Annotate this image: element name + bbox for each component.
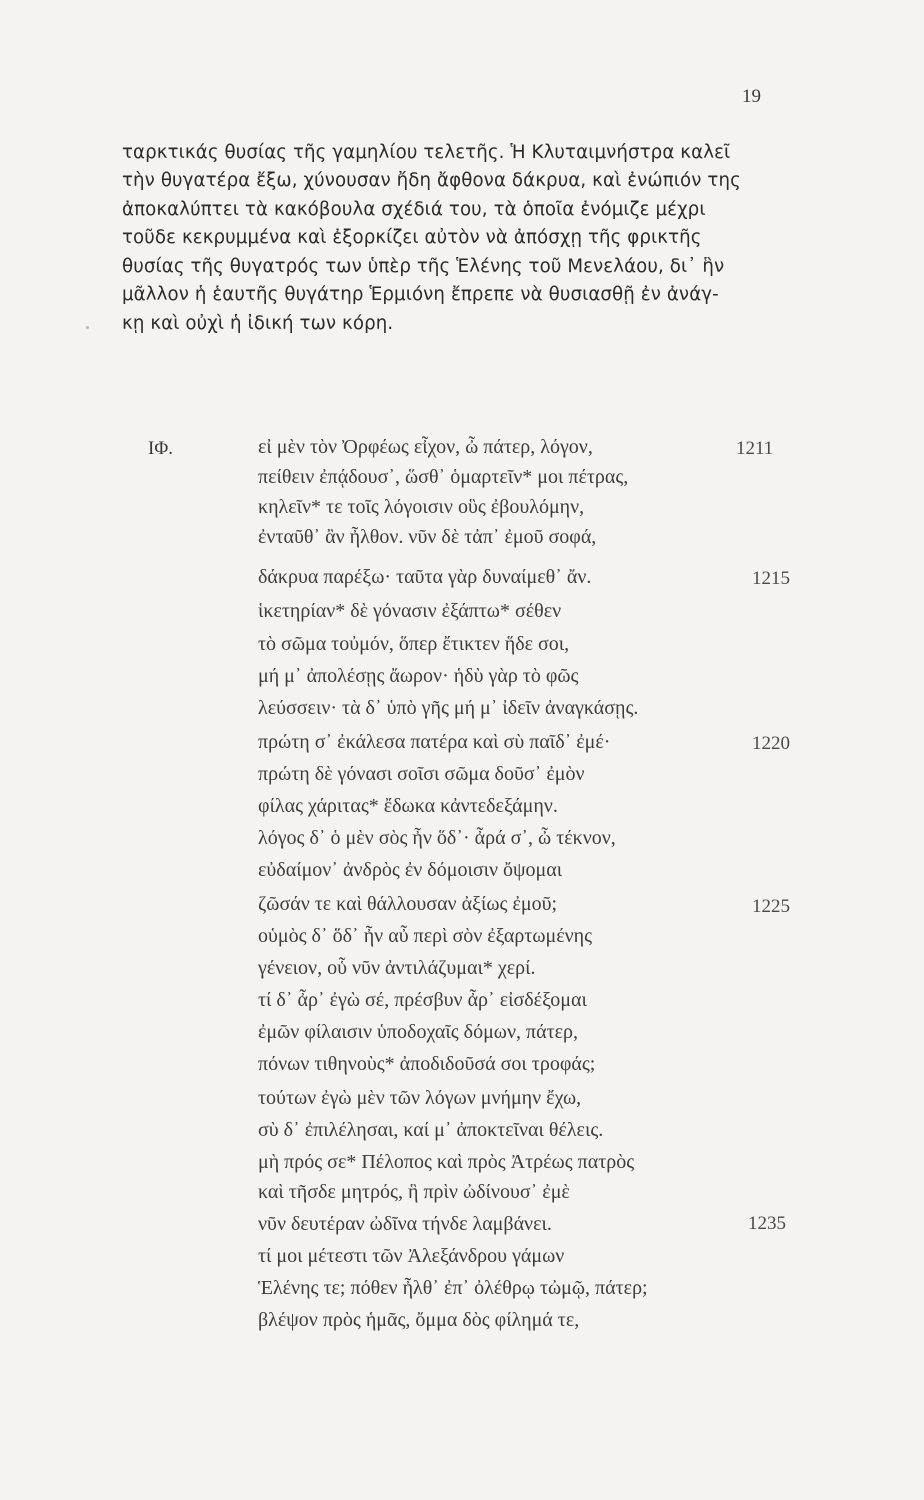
verse-line: δάκρυα παρέξω· ταῦτα γὰρ δυναίμεθ᾽ ἄν. [258, 566, 592, 588]
verse-line: σὺ δ᾽ ἐπιλέλησαι, καί μ᾽ ἀποκτεῖναι θέλεις. [258, 1119, 604, 1141]
verse-line: ἐμῶν φίλαισιν ὑποδοχαῖς δόμων, πάτερ, [258, 1021, 578, 1043]
verse-line: βλέψον πρὸς ἡμᾶς, ὄμμα δὸς φίλημά τε, [258, 1309, 580, 1331]
verse-line: ἱκετηρίαν* δὲ γόνασιν ἐξάπτω* σέθεν [258, 600, 562, 622]
verse-line: μὴ πρός σε* Πέλοπος καὶ πρὸς Ἀτρέως πατρὸς [258, 1151, 635, 1173]
verse-line: γένειον, οὗ νῦν ἀντιλάζυμαι* χερί. [258, 957, 536, 979]
verse-line: φίλας χάριτας* ἔδωκα κἀντεδεξάμην. [258, 795, 558, 817]
prose-line: θυσίας τῆς θυγατρός των ὑπὲρ τῆς Ἑλένης τοῦ Μενελάου, δι᾽ ἣν [122, 256, 725, 277]
prose-line: ἀποκαλύπτει τὰ κακόβουλα σχέδιά του, τὰ ὁποῖα ἐνόμιζε μέχρι [122, 199, 706, 220]
verse-line: πρώτη σ᾽ ἐκάλεσα πατέρα καὶ σὺ παῖδ᾽ ἐμέ· [258, 731, 611, 753]
verse-line: λεύσσειν· τὰ δ᾽ ὑπὸ γῆς μή μ᾽ ἰδεῖν ἀναγκάσῃς. [258, 697, 639, 719]
line-number: 1235 [748, 1213, 786, 1234]
prose-line: μᾶλλον ἡ ἑαυτῆς θυγάτηρ Ἑρμιόνη ἔπρεπε νὰ θυσιασθῇ ἐν ἀνάγ- [122, 284, 719, 305]
line-number: 1211 [736, 438, 774, 459]
verse-line: πρώτη δὲ γόνασι σοῖσι σῶμα δοῦσ᾽ ἐμὸν [258, 763, 585, 785]
verse-line: πόνων τιθηνοὺς* ἀποδιδοῦσά σοι τροφάς; [258, 1053, 596, 1075]
verse-line: τούτων ἐγὼ μὲν τῶν λόγων μνήμην ἔχω, [258, 1087, 582, 1109]
verse-line: ζῶσάν τε καὶ θάλλουσαν ἀξίως ἐμοῦ; [258, 893, 558, 915]
prose-line: κῃ καὶ οὐχὶ ἡ ἰδική των κόρη. [122, 313, 394, 334]
verse-line: τί μοι μέτεστι τῶν Ἀλεξάνδρου γάμων [258, 1245, 565, 1267]
verse-line: εὐδαίμον᾽ ἀνδρὸς ἐν δόμοισιν ὄψομαι [258, 859, 563, 881]
verse-line: εἰ μὲν τὸν Ὀρφέως εἶχον, ὦ πάτερ, λόγον, [258, 436, 593, 458]
paper-speck [86, 326, 89, 329]
verse-line: λόγος δ᾽ ὁ μὲν σὸς ἦν ὅδ᾽· ἆρά σ᾽, ὦ τέκνον, [258, 827, 616, 849]
line-number: 1225 [752, 896, 790, 917]
verse-line: κηλεῖν* τε τοῖς λόγοισιν οὓς ἐβουλόμην, [258, 496, 585, 518]
page-number: 19 [742, 86, 761, 107]
verse-line: τί δ᾽ ἆρ᾽ ἐγὼ σέ, πρέσβυν ἆρ᾽ εἰσδέξομαι [258, 989, 587, 1011]
verse-line: Ἑλένης τε; πόθεν ἦλθ᾽ ἐπ᾽ ὀλέθρῳ τὠμῷ, πάτερ; [258, 1277, 648, 1299]
verse-line: οὑμὸς δ᾽ ὅδ᾽ ἦν αὖ περὶ σὸν ἐξαρτωμένης [258, 925, 593, 947]
verse-line: τὸ σῶμα τοὐμόν, ὅπερ ἔτικτεν ἥδε σοι, [258, 633, 570, 655]
prose-line: ταρκτικάς θυσίας τῆς γαμηλίου τελετῆς. Ἡ Κλυταιμνήστρα καλεῖ [122, 142, 731, 163]
verse-line: ἐνταῦθ᾽ ἂν ἦλθον. νῦν δὲ τἀπ᾽ ἐμοῦ σοφά, [258, 526, 597, 548]
verse-line: μή μ᾽ ἀπολέσῃς ἄωρον· ἡδὺ γὰρ τὸ φῶς [258, 665, 579, 687]
prose-line: τὴν θυγατέρα ἔξω, χύνουσαν ἤδη ἄφθονα δάκρυα, καὶ ἐνώπιόν της [122, 170, 741, 191]
verse-line: πείθειν ἐπᾴδουσ᾽, ὥσθ᾽ ὁμαρτεῖν* μοι πέτρας, [258, 466, 629, 488]
line-number: 1220 [752, 733, 790, 754]
speaker-label: ΙΦ. [148, 438, 173, 459]
prose-line: τοῦδε κεκρυμμένα καὶ ἐξορκίζει αὐτὸν νὰ ἀπόσχῃ τῆς φρικτῆς [122, 227, 702, 248]
line-number: 1215 [752, 568, 790, 589]
verse-line: νῦν δευτέραν ὠδῖνα τήνδε λαμβάνει. [258, 1213, 552, 1235]
verse-line: καὶ τῆσδε μητρός, ἣ πρὶν ὠδίνουσ᾽ ἐμὲ [258, 1181, 570, 1203]
